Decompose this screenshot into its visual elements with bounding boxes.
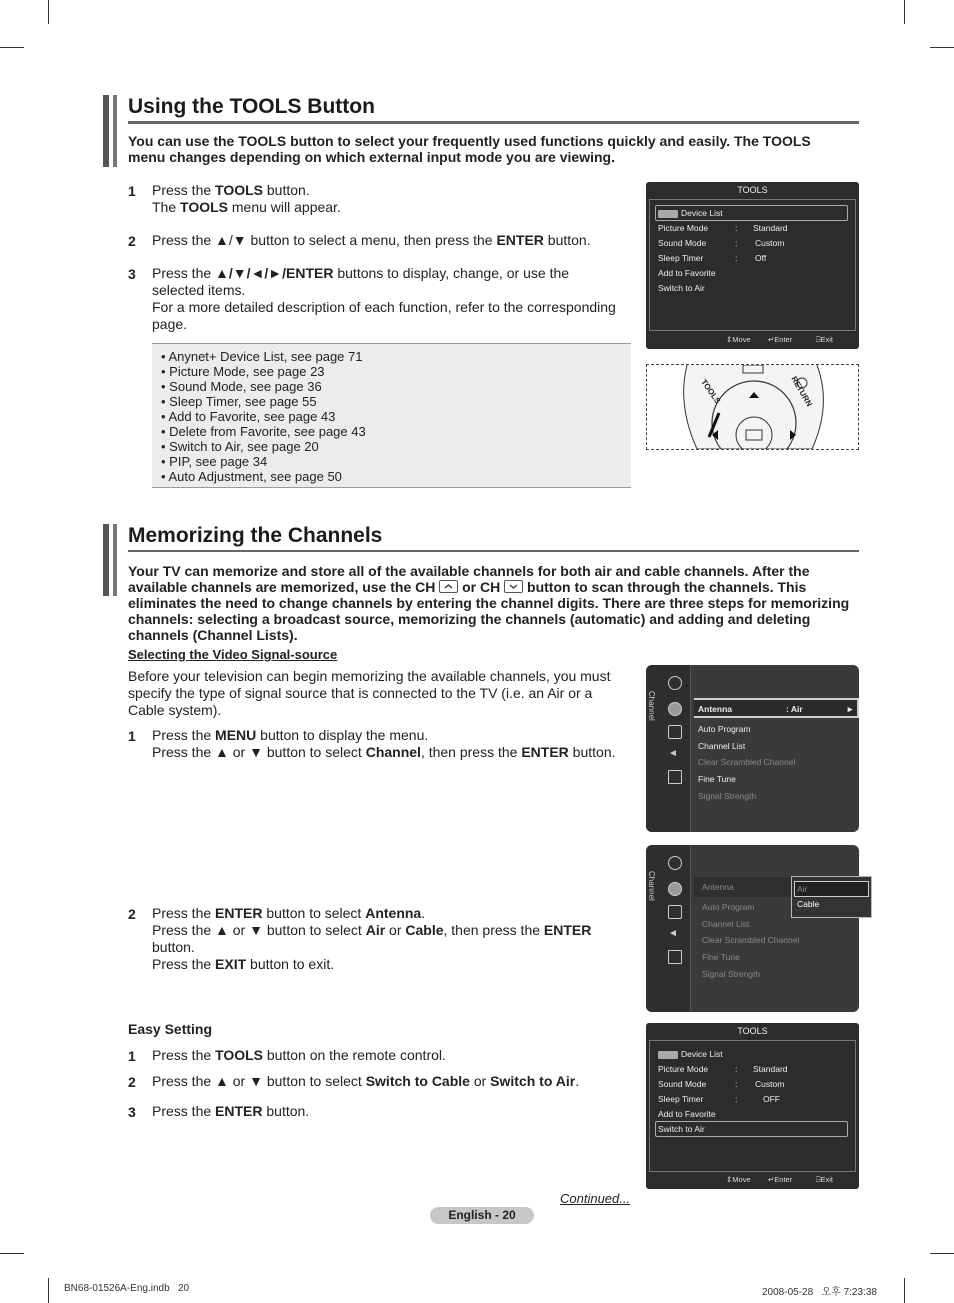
menu-colon: :: [735, 1079, 738, 1089]
section-title: Using the TOOLS Button: [128, 95, 375, 118]
menu-item: Device List: [658, 208, 723, 218]
reference-list: [152, 343, 631, 488]
sidebar-label: Channel: [647, 871, 656, 901]
footer-exit: ⍈Exit: [816, 335, 834, 344]
crop-mark: [48, 0, 49, 24]
paragraph: Before your television can begin memorizing the available channels, you must specify the type of signal source that is connected to the TV (i.e. an Air or a Cable system).: [128, 668, 611, 718]
section-intro: Your TV can memorize and store all of the available channels for both air and cable channels. After the available channels are memorized, use the CH or CH button to scan through the channels. This eliminates the need to change channels by entering the channel digits. There are three steps for memorizing channels: selecting a broadcast source, memorizing the channels (automatic) and adding and deleting channels (Channel Lists).: [128, 563, 850, 643]
continued-note: Continued...: [560, 1191, 631, 1206]
tools-key-label: TOOLS: [699, 377, 723, 406]
step-text: Press the ENTER button.: [152, 1103, 310, 1119]
channel-icon: [668, 882, 682, 896]
menu-item: Auto Program: [702, 902, 755, 912]
list-item: • Switch to Air, see page 20: [161, 439, 319, 454]
menu-colon: :: [735, 238, 738, 248]
anynet-logo-icon: [658, 1051, 678, 1059]
list-item: • Add to Favorite, see page 43: [161, 409, 336, 424]
menu-colon: :: [735, 253, 738, 263]
crop-mark: [48, 1278, 49, 1303]
menu-item: Signal Strength: [702, 969, 761, 979]
step-text: Press the ▲/▼ button to select a menu, then press the ENTER button.: [152, 232, 591, 248]
application-icon: [668, 950, 682, 964]
menu-item: Device List: [658, 1049, 723, 1059]
menu-item: Switch to Air: [658, 283, 705, 293]
menu-item: Channel List: [698, 741, 746, 751]
channel-menu-screenshot: [646, 845, 859, 1012]
menu-value: : Air: [786, 704, 803, 714]
step-text: Press the ENTER button to select Antenna. Press the ▲ or ▼ button to select Air or Cable, then press the ENTER button. Press the EXIT button to exit.: [152, 905, 592, 972]
footer-move: ⇕Move: [726, 335, 751, 344]
step-number: 2: [128, 1074, 136, 1090]
ch-up-button-icon: [439, 580, 458, 593]
menu-item: Clear Scrambled Channel: [698, 757, 796, 767]
step-number: 2: [128, 233, 136, 249]
menu-item: Sound Mode: [658, 1079, 707, 1089]
list-item: • PIP, see page 34: [161, 454, 268, 469]
crop-mark: [904, 1278, 905, 1303]
section-intro: You can use the TOOLS button to select your frequently used functions quickly and easily. The TOOLS menu changes depending on which external input mode you are viewing.: [128, 133, 811, 165]
popup-option: Air: [797, 884, 808, 894]
menu-item: Antenna: [702, 882, 734, 892]
channel-menu-screenshot: [646, 665, 859, 832]
step-number: 1: [128, 1048, 136, 1064]
list-item: • Sleep Timer, see page 55: [161, 394, 317, 409]
crop-mark: [904, 0, 905, 24]
return-key-label: RETURN: [789, 374, 814, 409]
step-text: Press the TOOLS button on the remote control.: [152, 1047, 446, 1063]
divider: [690, 665, 691, 832]
list-item: • Picture Mode, see page 23: [161, 364, 325, 379]
picture-icon: [668, 856, 682, 870]
section-bar: [113, 95, 117, 167]
footer-enter: ↵Enter: [768, 335, 793, 344]
step-text: Press the ▲/▼/◄/►/ENTER buttons to display, change, or use the selected items. For a more detailed description of each function, refer to the corresponding page.: [152, 265, 616, 332]
input-icon: ◄: [668, 928, 678, 939]
tools-menu-screenshot: [646, 182, 859, 349]
application-icon: [668, 770, 682, 784]
menu-value: Standard: [753, 1064, 788, 1074]
list-item: • Delete from Favorite, see page 43: [161, 424, 366, 439]
menu-value: Custom: [755, 238, 785, 248]
remote-drawing: [647, 365, 858, 449]
crop-mark: [930, 47, 954, 48]
list-item: • Auto Adjustment, see page 50: [161, 469, 342, 484]
subheading: Easy Setting: [128, 1021, 213, 1037]
menu-title: TOOLS: [737, 185, 768, 195]
menu-colon: :: [735, 1094, 738, 1104]
menu-frame: [649, 1040, 856, 1172]
print-timestamp: 2008-05-28 오후 7:23:38: [762, 1287, 877, 1298]
menu-item: Clear Scrambled Channel: [702, 935, 800, 945]
setup-icon: [668, 905, 682, 919]
section-rule: [128, 550, 859, 552]
menu-item: Sleep Timer: [658, 1094, 704, 1104]
menu-item: Picture Mode: [658, 1064, 709, 1074]
channel-icon: [668, 702, 682, 716]
menu-value: Standard: [753, 223, 788, 233]
step-number: 3: [128, 266, 136, 282]
menu-item: Picture Mode: [658, 223, 709, 233]
menu-item: Sleep Timer: [658, 253, 704, 263]
menu-value: OFF: [763, 1094, 780, 1104]
crop-mark: [930, 1253, 954, 1254]
menu-title: TOOLS: [737, 1026, 768, 1036]
section-bar: [103, 524, 109, 596]
footer-move: ⇕Move: [726, 1175, 751, 1184]
ch-down-button-icon: [504, 580, 523, 593]
menu-item: Antenna: [698, 704, 732, 714]
menu-item: Switch to Air: [658, 1124, 705, 1134]
antenna-popup: [791, 876, 872, 918]
divider: [690, 845, 691, 1012]
menu-item: Add to Favorite: [658, 268, 716, 278]
step-number: 1: [128, 183, 136, 199]
menu-item: Signal Strength: [698, 791, 757, 801]
sidebar-label: Channel: [647, 691, 656, 721]
list-item: • Sound Mode, see page 36: [161, 379, 322, 394]
remote-illustration: [646, 364, 859, 450]
section-bar: [103, 95, 109, 167]
step-text: Press the MENU button to display the menu. Press the ▲ or ▼ button to select Channel, then press the ENTER button.: [152, 727, 616, 760]
step-number: 3: [128, 1104, 136, 1120]
menu-item: Auto Program: [698, 724, 751, 734]
subheading: Selecting the Video Signal-source: [128, 647, 338, 662]
tools-menu-screenshot: [646, 1023, 859, 1189]
input-icon: ◄: [668, 748, 678, 759]
step-number: 1: [128, 728, 136, 744]
step-text: Press the TOOLS button. The TOOLS menu will appear.: [152, 182, 341, 215]
section-bar: [113, 524, 117, 596]
menu-item: Fine Tune: [702, 952, 740, 962]
menu-value: Off: [755, 253, 767, 263]
anynet-logo-icon: [658, 210, 678, 218]
file-name: BN68-01526A-Eng.indb 20: [64, 1283, 190, 1294]
menu-item: Sound Mode: [658, 238, 707, 248]
footer-enter: ↵Enter: [768, 1175, 793, 1184]
arrow-right-icon: ►: [846, 704, 855, 714]
list-item: • Anynet+ Device List, see page 71: [161, 349, 363, 364]
menu-colon: :: [735, 223, 738, 233]
crop-mark: [0, 47, 24, 48]
crop-mark: [0, 1253, 24, 1254]
section-title: Memorizing the Channels: [128, 524, 383, 547]
step-text: Press the ▲ or ▼ button to select Switch to Cable or Switch to Air.: [152, 1073, 580, 1089]
footer-exit: ⍈Exit: [816, 1175, 834, 1184]
menu-value: Custom: [755, 1079, 785, 1089]
step-number: 2: [128, 906, 136, 922]
page-number: English - 20: [430, 1207, 534, 1224]
section-rule: [128, 121, 859, 124]
menu-item: Fine Tune: [698, 774, 736, 784]
setup-icon: [668, 725, 682, 739]
menu-colon: :: [735, 1064, 738, 1074]
popup-option: Cable: [797, 899, 820, 909]
picture-icon: [668, 676, 682, 690]
menu-item: Add to Favorite: [658, 1109, 716, 1119]
menu-item: Channel List: [702, 919, 750, 929]
